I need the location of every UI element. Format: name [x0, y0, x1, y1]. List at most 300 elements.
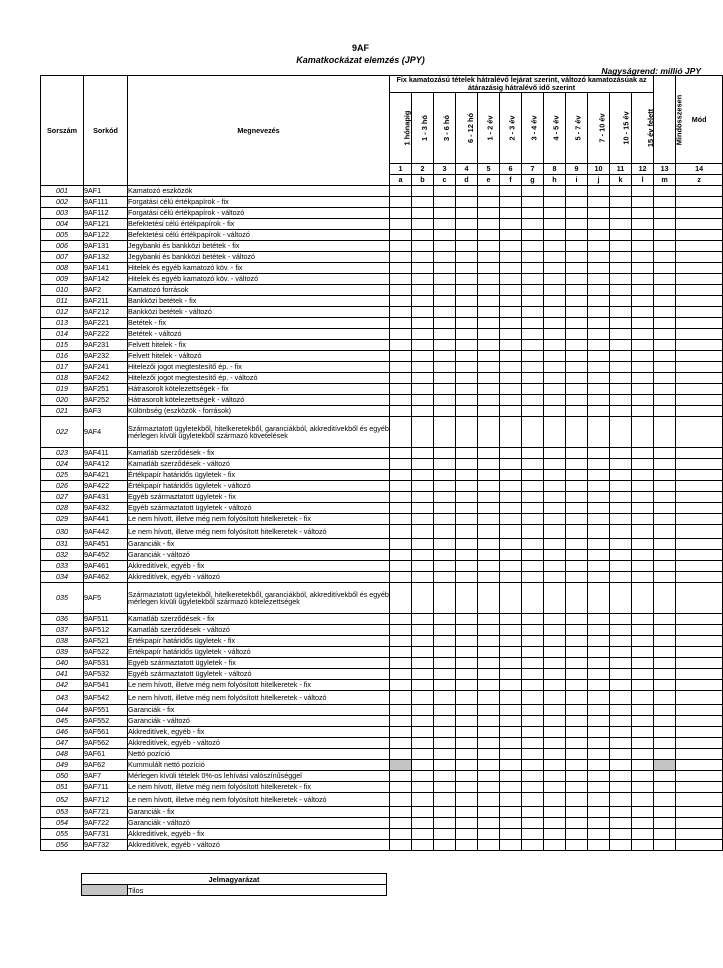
value-cell[interactable]	[588, 705, 610, 716]
value-cell[interactable]	[676, 340, 723, 351]
value-cell[interactable]	[500, 669, 522, 680]
value-cell[interactable]	[478, 318, 500, 329]
value-cell[interactable]	[544, 384, 566, 395]
value-cell[interactable]	[566, 818, 588, 829]
value-cell[interactable]	[632, 481, 654, 492]
value-cell[interactable]	[676, 448, 723, 459]
value-cell[interactable]	[412, 197, 434, 208]
value-cell[interactable]	[522, 285, 544, 296]
value-cell[interactable]	[676, 230, 723, 241]
value-cell[interactable]	[610, 373, 632, 384]
value-cell[interactable]	[544, 285, 566, 296]
value-cell[interactable]	[478, 669, 500, 680]
value-cell[interactable]	[588, 448, 610, 459]
value-cell[interactable]	[478, 572, 500, 583]
value-cell[interactable]	[522, 230, 544, 241]
value-cell[interactable]	[500, 818, 522, 829]
value-cell[interactable]	[434, 727, 456, 738]
value-cell[interactable]	[390, 636, 412, 647]
value-cell[interactable]	[478, 263, 500, 274]
value-cell[interactable]	[456, 492, 478, 503]
value-cell[interactable]	[478, 329, 500, 340]
value-cell[interactable]	[588, 716, 610, 727]
value-cell[interactable]	[676, 208, 723, 219]
value-cell[interactable]	[500, 503, 522, 514]
value-cell[interactable]	[588, 230, 610, 241]
value-cell[interactable]	[654, 340, 676, 351]
value-cell[interactable]	[478, 716, 500, 727]
value-cell[interactable]	[522, 481, 544, 492]
value-cell[interactable]	[676, 583, 723, 614]
value-cell[interactable]	[566, 503, 588, 514]
value-cell[interactable]	[434, 417, 456, 448]
value-cell[interactable]	[610, 514, 632, 525]
value-cell[interactable]	[412, 307, 434, 318]
value-cell[interactable]	[522, 384, 544, 395]
value-cell[interactable]	[390, 561, 412, 572]
value-cell[interactable]	[676, 572, 723, 583]
value-cell[interactable]	[522, 470, 544, 481]
value-cell[interactable]	[412, 840, 434, 851]
value-cell[interactable]	[632, 417, 654, 448]
value-cell[interactable]	[522, 395, 544, 406]
value-cell[interactable]	[676, 716, 723, 727]
value-cell[interactable]	[544, 572, 566, 583]
value-cell[interactable]	[588, 561, 610, 572]
value-cell[interactable]	[654, 705, 676, 716]
value-cell[interactable]	[566, 263, 588, 274]
value-cell[interactable]	[610, 625, 632, 636]
value-cell[interactable]	[456, 658, 478, 669]
value-cell[interactable]	[500, 691, 522, 705]
value-cell[interactable]	[676, 514, 723, 525]
value-cell[interactable]	[478, 625, 500, 636]
value-cell[interactable]	[500, 362, 522, 373]
value-cell[interactable]	[456, 503, 478, 514]
value-cell[interactable]	[654, 318, 676, 329]
value-cell[interactable]	[610, 351, 632, 362]
value-cell[interactable]	[588, 727, 610, 738]
value-cell[interactable]	[390, 296, 412, 307]
value-cell[interactable]	[522, 318, 544, 329]
value-cell[interactable]	[434, 840, 456, 851]
value-cell[interactable]	[434, 274, 456, 285]
value-cell[interactable]	[456, 727, 478, 738]
value-cell[interactable]	[610, 395, 632, 406]
value-cell[interactable]	[588, 186, 610, 197]
value-cell[interactable]	[434, 470, 456, 481]
value-cell[interactable]	[500, 230, 522, 241]
value-cell[interactable]	[566, 448, 588, 459]
value-cell[interactable]	[522, 680, 544, 691]
value-cell[interactable]	[566, 669, 588, 680]
value-cell[interactable]	[588, 417, 610, 448]
value-cell[interactable]	[456, 539, 478, 550]
value-cell[interactable]	[390, 738, 412, 749]
value-cell[interactable]	[654, 362, 676, 373]
value-cell[interactable]	[522, 417, 544, 448]
value-cell[interactable]	[676, 395, 723, 406]
value-cell[interactable]	[456, 525, 478, 539]
value-cell[interactable]	[610, 680, 632, 691]
value-cell[interactable]	[500, 793, 522, 807]
value-cell[interactable]	[566, 459, 588, 470]
value-cell[interactable]	[610, 583, 632, 614]
value-cell[interactable]	[588, 263, 610, 274]
value-cell[interactable]	[390, 614, 412, 625]
value-cell[interactable]	[610, 241, 632, 252]
value-cell[interactable]	[456, 829, 478, 840]
value-cell[interactable]	[632, 448, 654, 459]
value-cell[interactable]	[500, 583, 522, 614]
value-cell[interactable]	[654, 782, 676, 793]
value-cell[interactable]	[610, 658, 632, 669]
value-cell[interactable]	[500, 417, 522, 448]
value-cell[interactable]	[566, 749, 588, 760]
value-cell[interactable]	[566, 583, 588, 614]
value-cell[interactable]	[412, 395, 434, 406]
value-cell[interactable]	[544, 406, 566, 417]
value-cell[interactable]	[434, 691, 456, 705]
value-cell[interactable]	[544, 749, 566, 760]
value-cell[interactable]	[390, 274, 412, 285]
value-cell[interactable]	[588, 793, 610, 807]
value-cell[interactable]	[632, 318, 654, 329]
value-cell[interactable]	[412, 738, 434, 749]
value-cell[interactable]	[500, 727, 522, 738]
value-cell[interactable]	[676, 647, 723, 658]
value-cell[interactable]	[456, 716, 478, 727]
value-cell[interactable]	[610, 705, 632, 716]
value-cell[interactable]	[588, 318, 610, 329]
value-cell[interactable]	[654, 636, 676, 647]
value-cell[interactable]	[434, 614, 456, 625]
value-cell[interactable]	[566, 829, 588, 840]
value-cell[interactable]	[654, 840, 676, 851]
value-cell[interactable]	[522, 572, 544, 583]
value-cell[interactable]	[610, 561, 632, 572]
value-cell[interactable]	[544, 296, 566, 307]
value-cell[interactable]	[390, 448, 412, 459]
value-cell[interactable]	[456, 417, 478, 448]
value-cell[interactable]	[412, 550, 434, 561]
value-cell[interactable]	[522, 459, 544, 470]
value-cell[interactable]	[500, 561, 522, 572]
value-cell[interactable]	[566, 362, 588, 373]
value-cell[interactable]	[610, 340, 632, 351]
value-cell[interactable]	[500, 572, 522, 583]
value-cell[interactable]	[478, 514, 500, 525]
value-cell[interactable]	[676, 760, 723, 771]
value-cell[interactable]	[478, 448, 500, 459]
value-cell[interactable]	[588, 285, 610, 296]
value-cell[interactable]	[610, 716, 632, 727]
value-cell[interactable]	[522, 716, 544, 727]
value-cell[interactable]	[456, 625, 478, 636]
value-cell[interactable]	[654, 561, 676, 572]
value-cell[interactable]	[456, 583, 478, 614]
value-cell[interactable]	[412, 208, 434, 219]
value-cell[interactable]	[434, 459, 456, 470]
value-cell[interactable]	[588, 219, 610, 230]
value-cell[interactable]	[676, 840, 723, 851]
value-cell[interactable]	[456, 840, 478, 851]
value-cell[interactable]	[412, 329, 434, 340]
value-cell[interactable]	[522, 636, 544, 647]
value-cell[interactable]	[632, 572, 654, 583]
value-cell[interactable]	[610, 738, 632, 749]
value-cell[interactable]	[544, 727, 566, 738]
value-cell[interactable]	[588, 274, 610, 285]
value-cell[interactable]	[588, 807, 610, 818]
value-cell[interactable]	[632, 406, 654, 417]
value-cell[interactable]	[632, 459, 654, 470]
value-cell[interactable]	[632, 230, 654, 241]
value-cell[interactable]	[412, 658, 434, 669]
value-cell[interactable]	[676, 263, 723, 274]
value-cell[interactable]	[632, 647, 654, 658]
value-cell[interactable]	[500, 219, 522, 230]
value-cell[interactable]	[522, 448, 544, 459]
value-cell[interactable]	[588, 636, 610, 647]
value-cell[interactable]	[456, 470, 478, 481]
value-cell[interactable]	[500, 340, 522, 351]
value-cell[interactable]	[456, 793, 478, 807]
value-cell[interactable]	[478, 459, 500, 470]
value-cell[interactable]	[500, 285, 522, 296]
value-cell[interactable]	[566, 760, 588, 771]
value-cell[interactable]	[566, 340, 588, 351]
value-cell[interactable]	[676, 470, 723, 481]
value-cell[interactable]	[566, 318, 588, 329]
value-cell[interactable]	[390, 572, 412, 583]
value-cell[interactable]	[566, 572, 588, 583]
value-cell[interactable]	[566, 727, 588, 738]
value-cell[interactable]	[522, 186, 544, 197]
value-cell[interactable]	[632, 373, 654, 384]
value-cell[interactable]	[588, 782, 610, 793]
value-cell[interactable]	[456, 208, 478, 219]
value-cell[interactable]	[654, 219, 676, 230]
value-cell[interactable]	[390, 818, 412, 829]
value-cell[interactable]	[434, 705, 456, 716]
value-cell[interactable]	[566, 384, 588, 395]
value-cell[interactable]	[654, 285, 676, 296]
value-cell[interactable]	[676, 782, 723, 793]
value-cell[interactable]	[610, 470, 632, 481]
value-cell[interactable]	[434, 525, 456, 539]
value-cell[interactable]	[566, 716, 588, 727]
value-cell[interactable]	[522, 263, 544, 274]
value-cell[interactable]	[588, 514, 610, 525]
value-cell[interactable]	[544, 252, 566, 263]
value-cell[interactable]	[390, 727, 412, 738]
value-cell[interactable]	[478, 274, 500, 285]
value-cell[interactable]	[654, 793, 676, 807]
value-cell[interactable]	[588, 197, 610, 208]
value-cell[interactable]	[632, 252, 654, 263]
value-cell[interactable]	[478, 503, 500, 514]
value-cell[interactable]	[566, 492, 588, 503]
value-cell[interactable]	[610, 459, 632, 470]
value-cell[interactable]	[456, 384, 478, 395]
value-cell[interactable]	[500, 840, 522, 851]
value-cell[interactable]	[478, 219, 500, 230]
value-cell[interactable]	[676, 525, 723, 539]
value-cell[interactable]	[632, 307, 654, 318]
value-cell[interactable]	[390, 539, 412, 550]
value-cell[interactable]	[412, 219, 434, 230]
value-cell[interactable]	[610, 525, 632, 539]
value-cell[interactable]	[588, 329, 610, 340]
value-cell[interactable]	[588, 691, 610, 705]
value-cell[interactable]	[412, 492, 434, 503]
value-cell[interactable]	[588, 351, 610, 362]
value-cell[interactable]	[434, 263, 456, 274]
value-cell[interactable]	[676, 197, 723, 208]
value-cell[interactable]	[456, 669, 478, 680]
value-cell[interactable]	[478, 230, 500, 241]
value-cell[interactable]	[588, 669, 610, 680]
value-cell[interactable]	[456, 636, 478, 647]
value-cell[interactable]	[522, 351, 544, 362]
value-cell[interactable]	[676, 818, 723, 829]
value-cell[interactable]	[632, 514, 654, 525]
value-cell[interactable]	[676, 219, 723, 230]
value-cell[interactable]	[654, 818, 676, 829]
value-cell[interactable]	[588, 550, 610, 561]
value-cell[interactable]	[610, 572, 632, 583]
value-cell[interactable]	[632, 818, 654, 829]
value-cell[interactable]	[412, 647, 434, 658]
value-cell[interactable]	[610, 186, 632, 197]
value-cell[interactable]	[434, 829, 456, 840]
value-cell[interactable]	[434, 636, 456, 647]
value-cell[interactable]	[566, 186, 588, 197]
value-cell[interactable]	[632, 705, 654, 716]
value-cell[interactable]	[544, 738, 566, 749]
value-cell[interactable]	[588, 384, 610, 395]
value-cell[interactable]	[654, 351, 676, 362]
value-cell[interactable]	[390, 525, 412, 539]
value-cell[interactable]	[566, 647, 588, 658]
value-cell[interactable]	[632, 525, 654, 539]
value-cell[interactable]	[500, 771, 522, 782]
value-cell[interactable]	[610, 550, 632, 561]
value-cell[interactable]	[654, 241, 676, 252]
value-cell[interactable]	[434, 241, 456, 252]
value-cell[interactable]	[632, 351, 654, 362]
value-cell[interactable]	[588, 760, 610, 771]
value-cell[interactable]	[478, 647, 500, 658]
value-cell[interactable]	[434, 738, 456, 749]
value-cell[interactable]	[676, 296, 723, 307]
value-cell[interactable]	[478, 749, 500, 760]
value-cell[interactable]	[610, 307, 632, 318]
value-cell[interactable]	[610, 807, 632, 818]
value-cell[interactable]	[434, 716, 456, 727]
value-cell[interactable]	[500, 492, 522, 503]
value-cell[interactable]	[500, 647, 522, 658]
value-cell[interactable]	[478, 395, 500, 406]
value-cell[interactable]	[478, 362, 500, 373]
value-cell[interactable]	[434, 680, 456, 691]
value-cell[interactable]	[676, 614, 723, 625]
value-cell[interactable]	[478, 406, 500, 417]
value-cell[interactable]	[456, 318, 478, 329]
value-cell[interactable]	[478, 727, 500, 738]
value-cell[interactable]	[522, 669, 544, 680]
value-cell[interactable]	[544, 782, 566, 793]
value-cell[interactable]	[632, 503, 654, 514]
value-cell[interactable]	[676, 318, 723, 329]
value-cell[interactable]	[676, 749, 723, 760]
value-cell[interactable]	[544, 329, 566, 340]
value-cell[interactable]	[632, 329, 654, 340]
value-cell[interactable]	[610, 840, 632, 851]
value-cell[interactable]	[544, 614, 566, 625]
value-cell[interactable]	[412, 636, 434, 647]
value-cell[interactable]	[632, 829, 654, 840]
value-cell[interactable]	[566, 470, 588, 481]
value-cell[interactable]	[434, 384, 456, 395]
value-cell[interactable]	[434, 760, 456, 771]
value-cell[interactable]	[522, 749, 544, 760]
value-cell[interactable]	[434, 583, 456, 614]
value-cell[interactable]	[610, 647, 632, 658]
value-cell[interactable]	[500, 448, 522, 459]
value-cell[interactable]	[588, 680, 610, 691]
value-cell[interactable]	[588, 362, 610, 373]
value-cell[interactable]	[478, 241, 500, 252]
value-cell[interactable]	[544, 263, 566, 274]
value-cell[interactable]	[390, 208, 412, 219]
value-cell[interactable]	[544, 550, 566, 561]
value-cell[interactable]	[610, 274, 632, 285]
value-cell[interactable]	[500, 550, 522, 561]
value-cell[interactable]	[610, 230, 632, 241]
value-cell[interactable]	[522, 583, 544, 614]
value-cell[interactable]	[654, 572, 676, 583]
value-cell[interactable]	[544, 514, 566, 525]
value-cell[interactable]	[500, 296, 522, 307]
value-cell[interactable]	[456, 307, 478, 318]
value-cell[interactable]	[632, 362, 654, 373]
value-cell[interactable]	[588, 539, 610, 550]
value-cell[interactable]	[610, 263, 632, 274]
value-cell[interactable]	[544, 829, 566, 840]
value-cell[interactable]	[500, 470, 522, 481]
value-cell[interactable]	[588, 470, 610, 481]
value-cell[interactable]	[654, 263, 676, 274]
value-cell[interactable]	[610, 503, 632, 514]
value-cell[interactable]	[456, 296, 478, 307]
value-cell[interactable]	[654, 470, 676, 481]
value-cell[interactable]	[456, 705, 478, 716]
value-cell[interactable]	[632, 782, 654, 793]
value-cell[interactable]	[544, 793, 566, 807]
value-cell[interactable]	[434, 793, 456, 807]
value-cell[interactable]	[390, 263, 412, 274]
value-cell[interactable]	[500, 197, 522, 208]
value-cell[interactable]	[544, 636, 566, 647]
value-cell[interactable]	[412, 561, 434, 572]
value-cell[interactable]	[434, 362, 456, 373]
value-cell[interactable]	[522, 340, 544, 351]
value-cell[interactable]	[544, 307, 566, 318]
value-cell[interactable]	[632, 636, 654, 647]
value-cell[interactable]	[610, 448, 632, 459]
